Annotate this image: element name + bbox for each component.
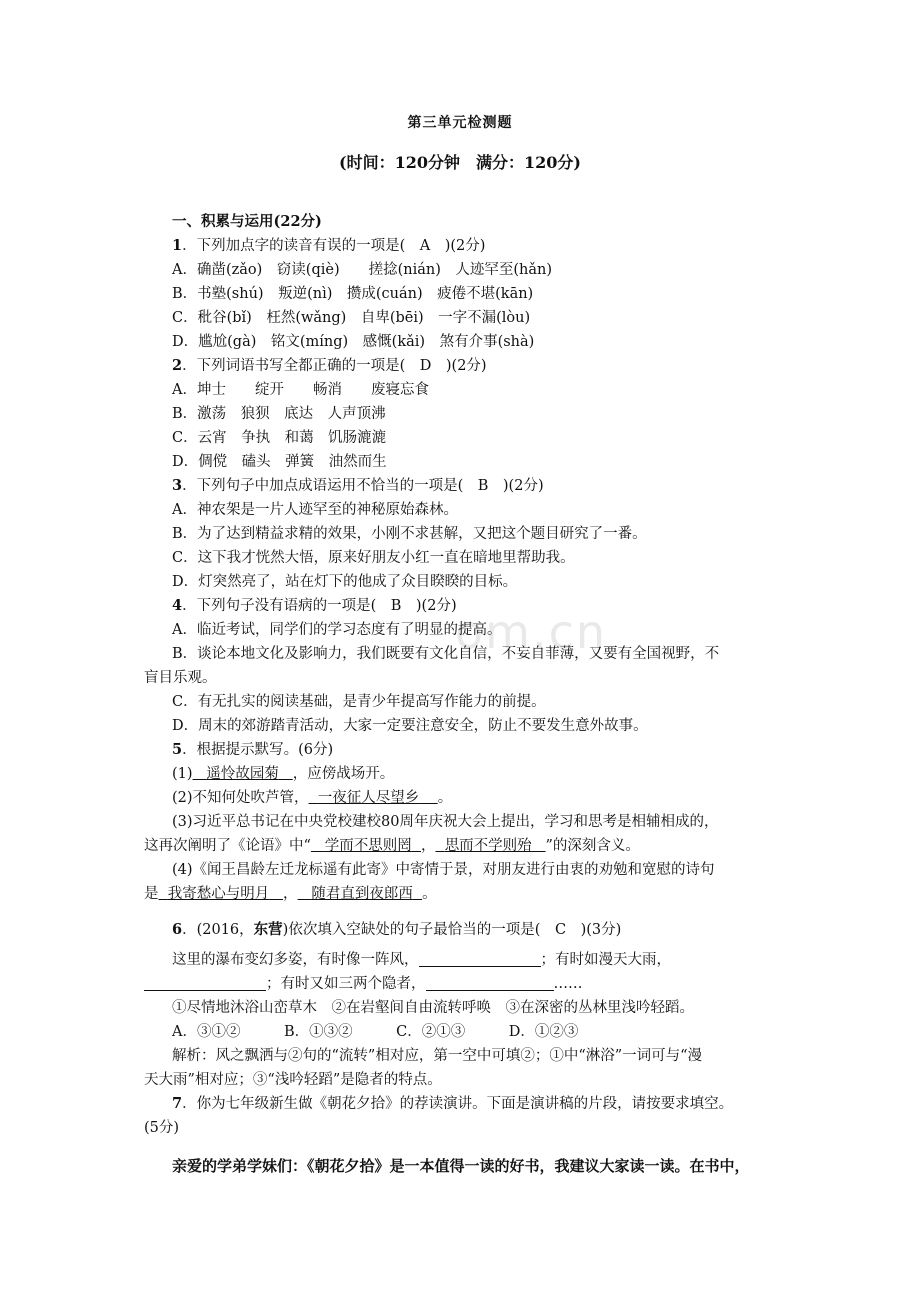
fill-blank [419, 950, 541, 967]
question-6-sentences: ①尽情地沐浴山峦草木 ②在岩壑间自由流转呼唤 ③在深密的丛林里浅吟轻蹈。 [172, 1000, 694, 1016]
answer-blank: 思而不学则殆 [444, 838, 532, 854]
question-6-explanation-line1: 解析：风之飘洒与②句的“流转”相对应，第一空中可填②；①中“淋浴”一词可与“漫 [172, 1048, 703, 1064]
fill-blank [144, 974, 266, 991]
question-7-speech: 亲爱的学弟学妹们：《朝花夕拾》是一本值得一读的好书，我建议大家读一读。在书中， [172, 1157, 750, 1175]
question-6-explanation-line2: 天大雨”相对应；③“浅吟轻蹈”是隐者的特点。 [144, 1072, 442, 1088]
question-2-option-c: C．云宵 争执 和蔼 饥肠漉漉 [172, 430, 387, 446]
question-5-part-1: (1) 遥怜故园菊 ，应傍战场开。 [172, 766, 395, 782]
question-4-option-d: D．周末的郊游踏青活动，大家一定要注意安全，防止不要发生意外故事。 [172, 718, 648, 734]
question-1-option-b: B．书塾(shú) 叛逆(nì) 攒成(cuán) 疲倦不堪(kān) [172, 286, 534, 302]
fill-blank [426, 974, 554, 991]
exam-content [144, 210, 784, 1178]
question-4-option-b-line2: 盲目乐观。 [144, 670, 217, 686]
answer-blank: 学而不思则罔 [324, 838, 412, 854]
question-4-option-c: C．有无扎实的阅读基础，是青少年提高写作能力的前提。 [172, 694, 546, 710]
question-3-option-d: D．灯突然亮了，站在灯下的他成了众目睽睽的目标。 [172, 574, 518, 590]
question-1-option-a: A．确凿(zǎo) 窃读(qiè) 搓捻(nián) 人迹罕至(hǎn) [172, 262, 553, 278]
question-3-option-a: A．神农架是一片人迹罕至的神秘原始森林。 [172, 502, 458, 518]
question-5-part-3-line1: (3)习近平总书记在中央党校建校80周年庆祝大会上提出，学习和思考是相辅相成的， [172, 814, 719, 830]
answer-blank: 我寄愁心与明月 [167, 886, 270, 902]
question-7-stem-line1: 7．你为七年级新生做《朝花夕拾》的荐读演讲。下面是演讲稿的片段，请按要求填空。 [172, 1095, 734, 1112]
question-1-stem: 1．下列加点字的读音有误的一项是( A )(2分) [172, 237, 486, 254]
answer-blank: 随君直到夜郎西 [311, 886, 413, 902]
question-3-option-c: C．这下我才恍然大悟，原来好朋友小红一直在暗地里帮助我。 [172, 550, 575, 566]
question-5-part-2: (2)不知何处吹芦管， 一夜征人尽望乡 。 [172, 790, 453, 806]
question-1-option-c: C．秕谷(bǐ) 枉然(wǎng) 自卑(bēi) 一字不漏(lòu) [172, 310, 531, 326]
question-7-stem-line2: (5分) [144, 1120, 180, 1136]
question-3-option-b: B．为了达到精益求精的效果，小刚不求甚解，又把这个题目研究了一番。 [172, 526, 647, 542]
answer-blank: 一夜征人尽望乡 [317, 790, 420, 806]
question-2-option-b: B．激荡 狼狈 底达 人声顶沸 [172, 406, 386, 422]
answer-blank: 遥怜故园菊 [206, 766, 279, 782]
question-3-stem: 3．下列句子中加点成语运用不恰当的一项是( B )(2分) [172, 477, 544, 494]
question-5-stem: 5．根据提示默写。(6分) [172, 741, 334, 758]
question-2-option-a: A．坤士 绽开 畅消 废寝忘食 [172, 382, 429, 398]
question-4-stem: 4．下列句子没有语病的一项是( B )(2分) [172, 597, 457, 614]
question-4-option-b-line1: B．谈论本地文化及影响力，我们既要有文化自信，不妄自菲薄，又要有全国视野，不 [172, 646, 720, 662]
question-6-passage-line1: 这里的瀑布变幻多姿，有时像一阵风， ；有时如漫天大雨， [172, 952, 671, 968]
question-2-stem: 2．下列词语书写全都正确的一项是( D )(2分) [172, 357, 487, 374]
page-subtitle: (时间：120分钟 满分：120分) [339, 153, 581, 172]
watermark: om.cn [455, 605, 608, 659]
question-6-stem: 6．(2016，东营)依次填入空缺处的句子最恰当的一项是( C )(3分) [172, 921, 622, 938]
question-6-choices: A．③①② B．①③② C．②①③ D．①②③ [172, 1024, 579, 1040]
question-5-part-4-line2: 是 我寄愁心与明月 ， 随君直到夜郎西 。 [144, 886, 437, 902]
question-5-part-4-line1: (4)《闻王昌龄左迁龙标遥有此寄》中寄情于景，对朋友进行由衷的劝勉和宽慰的诗句 [172, 862, 715, 878]
question-2-option-d: D．倜傥 磕头 弹簧 油然而生 [172, 454, 387, 470]
page-title: 第三单元检测题 [407, 115, 513, 131]
section-heading: 一、积累与运用(22分) [172, 213, 322, 230]
question-1-option-d: D．尴尬(gà) 铭文(míng) 感慨(kǎi) 煞有介事(shà) [172, 334, 535, 350]
question-4-option-a: A．临近考试，同学们的学习态度有了明显的提高。 [172, 622, 502, 638]
question-5-part-3-line2: 这再次阐明了《论语》中“ 学而不思则罔 ， 思而不学则殆 ”的深刻含义。 [144, 838, 640, 854]
question-6-passage-line2: ；有时又如三两个隐者， …… [144, 972, 784, 996]
